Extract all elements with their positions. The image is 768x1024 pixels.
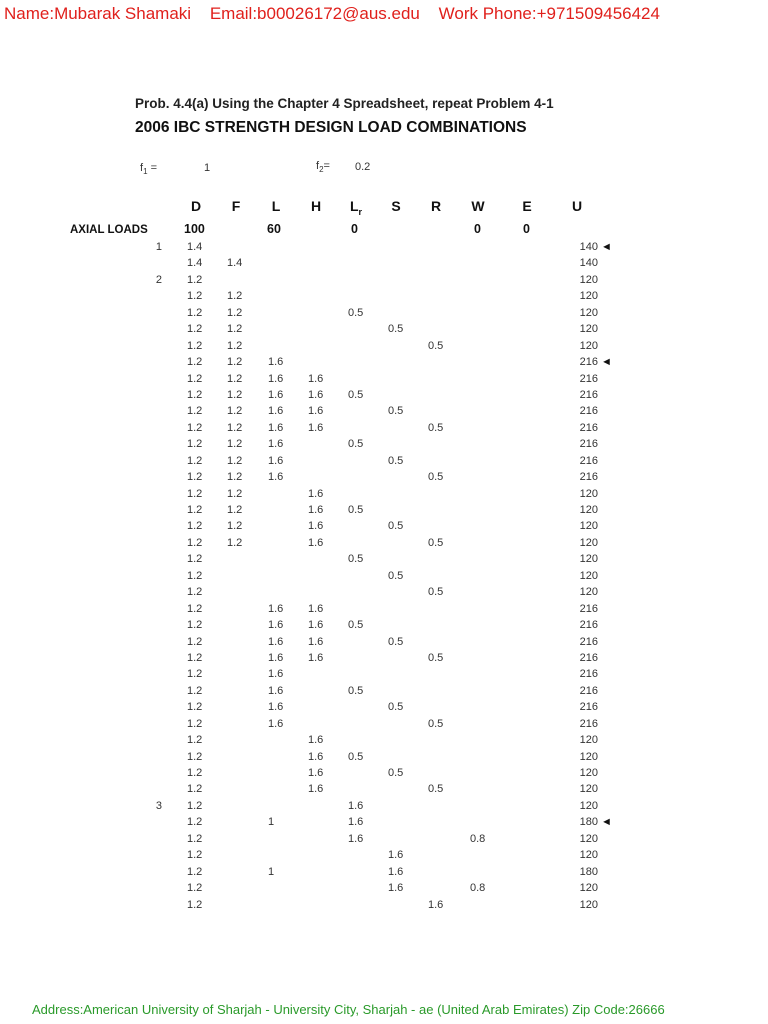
cell-h: 1.6: [308, 520, 324, 533]
cell-u: 216: [579, 372, 598, 385]
cell-h: 1.6: [308, 536, 324, 549]
cell-lr: 0.5: [348, 553, 364, 566]
cell-l: 1.6: [268, 438, 284, 451]
contact-header: [4, 4, 674, 24]
cell-u: 120: [579, 734, 598, 747]
cell-l: 1.6: [268, 717, 284, 730]
cell-d: 1.2: [187, 553, 203, 566]
table-row: [0, 403, 768, 419]
cell-r: 0.5: [428, 783, 444, 796]
col-header-lr: $L_r$: [349, 198, 363, 217]
cell-d: 1.2: [187, 273, 203, 286]
header-email: Email:b00026172@aus.edu: [209, 4, 420, 23]
cell-h: 1.6: [308, 487, 324, 500]
table-row: [0, 551, 768, 567]
cell-s: 1.6: [388, 882, 404, 895]
cell-h: 1.6: [308, 734, 324, 747]
cell-s: 0.5: [388, 701, 404, 714]
cell-r: 1.6: [428, 898, 444, 911]
cell-s: 0.5: [388, 520, 404, 533]
cell-u: 120: [579, 553, 598, 566]
cell-d: 1.2: [187, 799, 203, 812]
cell-h: 1.6: [308, 783, 324, 796]
axial-load-w: 0: [474, 222, 481, 236]
cell-lr: 0.5: [348, 619, 364, 632]
table-row: [0, 584, 768, 600]
cell-f: 1.2: [227, 438, 243, 451]
header-name: Name:Mubarak Shamaki: [4, 4, 192, 23]
col-header-s: S: [391, 198, 401, 214]
cell-d: 1.2: [187, 816, 203, 829]
cell-l: 1.6: [268, 684, 284, 697]
table-row: [0, 601, 768, 617]
table-row: [0, 371, 768, 387]
cell-r: 0.5: [428, 651, 444, 664]
cell-h: 1.6: [308, 635, 324, 648]
cell-lr: 0.5: [348, 750, 364, 763]
cell-w: 0.8: [470, 832, 486, 845]
cell-d: 1.2: [187, 569, 203, 582]
table-row: [0, 535, 768, 551]
cell-f: 1.2: [227, 471, 243, 484]
cell-d: 1.2: [187, 421, 203, 434]
axial-load-l: 60: [267, 222, 281, 236]
cell-r: 0.5: [428, 586, 444, 599]
cell-l: 1.6: [268, 405, 284, 418]
table-row: [0, 732, 768, 748]
cell-d: 1.2: [187, 487, 203, 500]
cell-u: 216: [579, 701, 598, 714]
cell-u: 216: [579, 635, 598, 648]
cell-d: 1.2: [187, 602, 203, 615]
cell-f: 1.2: [227, 339, 243, 352]
cell-l: 1: [268, 865, 275, 878]
table-row: [0, 814, 768, 830]
cell-d: 1.2: [187, 306, 203, 319]
cell-d: 1.2: [187, 520, 203, 533]
cell-d: 1.2: [187, 586, 203, 599]
cell-lr: 1.6: [348, 816, 364, 829]
cell-h: 1.6: [308, 405, 324, 418]
cell-l: 1.6: [268, 602, 284, 615]
cell-f: 1.2: [227, 487, 243, 500]
cell-l: 1.6: [268, 619, 284, 632]
table-row: [0, 864, 768, 880]
cell-d: 1.2: [187, 734, 203, 747]
table-row: [0, 634, 768, 650]
cell-f: 1.4: [227, 257, 243, 270]
cell-u: 140: [579, 241, 598, 253]
cell-d: 1.2: [187, 438, 203, 451]
axial-load-d: 100: [184, 222, 205, 236]
col-header-d: D: [190, 198, 202, 214]
table-row: [0, 387, 768, 403]
cell-d: 1.2: [187, 767, 203, 779]
cell-r: 0.5: [428, 471, 444, 484]
cell-f: 1.2: [227, 421, 243, 434]
cell-d: 1.2: [187, 454, 203, 467]
col-header-l: L: [271, 198, 281, 214]
cell-d: 1.2: [187, 865, 203, 878]
table-row: [0, 502, 768, 518]
max-indicator-icon: ◄: [601, 356, 612, 369]
cell-s: 0.5: [388, 767, 404, 779]
table-row: [0, 798, 768, 814]
table-row: [0, 354, 768, 370]
cell-h: 1.6: [308, 651, 324, 664]
cell-u: 216: [579, 717, 598, 730]
cell-l: 1.6: [268, 651, 284, 664]
table-row: [0, 765, 768, 781]
max-indicator-icon: ◄: [601, 241, 612, 253]
col-header-w: W: [471, 198, 485, 214]
cell-d: 1.2: [187, 619, 203, 632]
col-header-f: F: [231, 198, 241, 214]
table-row: [0, 453, 768, 469]
cell-f: 1.2: [227, 388, 243, 401]
cell-d: 1.2: [187, 339, 203, 352]
table-row: [0, 272, 768, 288]
cell-l: 1: [268, 816, 275, 829]
cell-d: 1.4: [187, 257, 203, 270]
table-row: [0, 897, 768, 913]
table-row: [0, 305, 768, 321]
cell-lr: 1.6: [348, 832, 364, 845]
cell-s: 0.5: [388, 323, 404, 336]
cell-d: 1.2: [187, 323, 203, 336]
cell-l: 1.6: [268, 356, 284, 369]
table-row: [0, 518, 768, 534]
cell-u: 120: [579, 882, 598, 895]
cell-d: 1.2: [187, 290, 203, 303]
max-indicator-icon: ◄: [601, 816, 612, 829]
cell-u: 120: [579, 799, 598, 812]
cell-d: 1.2: [187, 701, 203, 714]
cell-f: 1.2: [227, 356, 243, 369]
cell-u: 216: [579, 438, 598, 451]
cell-u: 120: [579, 750, 598, 763]
cell-u: 120: [579, 586, 598, 599]
f2-label: $f_2=$: [316, 160, 330, 175]
f1-value: 1: [204, 162, 211, 174]
f2-value: 0.2: [355, 161, 371, 173]
cell-l: 1.6: [268, 454, 284, 467]
table-row: [0, 436, 768, 452]
table-row: [0, 699, 768, 715]
cell-u: 140: [579, 257, 598, 270]
cell-u: 120: [579, 323, 598, 336]
cell-f: 1.2: [227, 323, 243, 336]
table-row: [0, 255, 768, 271]
combination-group-number: 2: [155, 273, 162, 286]
cell-u: 216: [579, 405, 598, 418]
axial-load-lr: 0: [351, 222, 358, 236]
table-row: [0, 749, 768, 765]
table-row: [0, 683, 768, 699]
cell-u: 120: [579, 849, 598, 862]
cell-s: 0.5: [388, 635, 404, 648]
table-row: [0, 321, 768, 337]
cell-h: 1.6: [308, 750, 324, 763]
cell-h: 1.6: [308, 388, 324, 401]
cell-d: 1.2: [187, 536, 203, 549]
cell-s: 1.6: [388, 849, 404, 862]
cell-u: 216: [579, 454, 598, 467]
cell-d: 1.2: [187, 783, 203, 796]
cell-d: 1.2: [187, 504, 203, 516]
cell-d: 1.2: [187, 849, 203, 862]
combination-group-number: 1: [155, 241, 162, 253]
document-heading: 2006 IBC STRENGTH DESIGN LOAD COMBINATIONS: [135, 119, 527, 136]
cell-u: 216: [579, 684, 598, 697]
cell-lr: 0.5: [348, 438, 364, 451]
cell-u: 120: [579, 898, 598, 911]
cell-u: 180: [579, 865, 598, 878]
cell-r: 0.5: [428, 717, 444, 730]
cell-r: 0.5: [428, 339, 444, 352]
cell-f: 1.2: [227, 372, 243, 385]
cell-lr: 0.5: [348, 388, 364, 401]
cell-u: 216: [579, 651, 598, 664]
cell-s: 0.5: [388, 454, 404, 467]
cell-lr: 0.5: [348, 684, 364, 697]
cell-d: 1.2: [187, 651, 203, 664]
cell-d: 1.2: [187, 405, 203, 418]
cell-f: 1.2: [227, 520, 243, 533]
cell-d: 1.2: [187, 882, 203, 895]
table-row: [0, 617, 768, 633]
cell-u: 120: [579, 783, 598, 796]
cell-d: 1.2: [187, 898, 203, 911]
cell-lr: 1.6: [348, 799, 364, 812]
table-row: [0, 486, 768, 502]
cell-h: 1.6: [308, 504, 324, 516]
cell-f: 1.2: [227, 306, 243, 319]
cell-u: 180: [579, 816, 598, 829]
cell-h: 1.6: [308, 619, 324, 632]
col-header-h: H: [310, 198, 322, 214]
cell-h: 1.6: [308, 767, 324, 779]
table-row: [0, 338, 768, 354]
cell-u: 120: [579, 767, 598, 779]
col-header-r: R: [430, 198, 442, 214]
table-row: [0, 288, 768, 304]
table-row: [0, 420, 768, 436]
cell-d: 1.2: [187, 717, 203, 730]
cell-r: 0.5: [428, 421, 444, 434]
cell-d: 1.4: [187, 241, 203, 253]
table-row: [0, 650, 768, 666]
address-footer: Address:American University of Sharjah - University City, Sharjah - ae (United Arab Emirates) Zip Code:26666: [32, 1002, 665, 1017]
cell-h: 1.6: [308, 372, 324, 385]
cell-u: 120: [579, 504, 598, 516]
table-row: [0, 831, 768, 847]
table-row: [0, 880, 768, 896]
cell-d: 1.2: [187, 372, 203, 385]
table-row: [0, 568, 768, 584]
cell-l: 1.6: [268, 701, 284, 714]
load-combinations-table: [0, 239, 768, 913]
cell-u: 120: [579, 520, 598, 533]
cell-u: 216: [579, 602, 598, 615]
cell-u: 120: [579, 273, 598, 286]
problem-title: Prob. 4.4(a) Using the Chapter 4 Spreadsheet, repeat Problem 4-1: [135, 96, 554, 111]
cell-f: 1.2: [227, 536, 243, 549]
axial-load-e: 0: [523, 222, 530, 236]
table-row: [0, 666, 768, 682]
cell-d: 1.2: [187, 388, 203, 401]
cell-d: 1.2: [187, 750, 203, 763]
cell-d: 1.2: [187, 635, 203, 648]
cell-f: 1.2: [227, 290, 243, 303]
cell-u: 120: [579, 536, 598, 549]
cell-u: 120: [579, 832, 598, 845]
cell-u: 216: [579, 388, 598, 401]
cell-l: 1.6: [268, 421, 284, 434]
cell-u: 120: [579, 569, 598, 582]
cell-s: 0.5: [388, 569, 404, 582]
col-header-e: E: [522, 198, 532, 214]
cell-l: 1.6: [268, 668, 284, 681]
cell-lr: 0.5: [348, 504, 364, 516]
table-row: [0, 239, 768, 255]
cell-u: 216: [579, 471, 598, 484]
header-phone: Work Phone:+971509456424: [438, 4, 660, 23]
cell-u: 216: [579, 421, 598, 434]
table-row: [0, 716, 768, 732]
cell-f: 1.2: [227, 504, 243, 516]
f1-label: $f_1$ =: [140, 162, 157, 177]
cell-l: 1.6: [268, 388, 284, 401]
cell-d: 1.2: [187, 668, 203, 681]
cell-u: 120: [579, 487, 598, 500]
cell-d: 1.2: [187, 471, 203, 484]
cell-s: 0.5: [388, 405, 404, 418]
col-header-u: U: [571, 198, 583, 214]
cell-l: 1.6: [268, 471, 284, 484]
table-row: [0, 469, 768, 485]
cell-f: 1.2: [227, 454, 243, 467]
cell-d: 1.2: [187, 832, 203, 845]
cell-l: 1.6: [268, 372, 284, 385]
cell-u: 120: [579, 290, 598, 303]
cell-u: 216: [579, 356, 598, 369]
cell-u: 216: [579, 619, 598, 632]
cell-l: 1.6: [268, 635, 284, 648]
cell-w: 0.8: [470, 882, 486, 895]
cell-h: 1.6: [308, 602, 324, 615]
cell-r: 0.5: [428, 536, 444, 549]
cell-s: 1.6: [388, 865, 404, 878]
cell-d: 1.2: [187, 684, 203, 697]
cell-f: 1.2: [227, 405, 243, 418]
cell-d: 1.2: [187, 356, 203, 369]
table-row: [0, 781, 768, 797]
axial-loads-label: AXIAL LOADS: [70, 224, 148, 236]
cell-h: 1.6: [308, 421, 324, 434]
table-row: [0, 847, 768, 863]
cell-lr: 0.5: [348, 306, 364, 319]
cell-u: 120: [579, 339, 598, 352]
combination-group-number: 3: [155, 799, 162, 812]
cell-u: 216: [579, 668, 598, 681]
cell-u: 120: [579, 306, 598, 319]
